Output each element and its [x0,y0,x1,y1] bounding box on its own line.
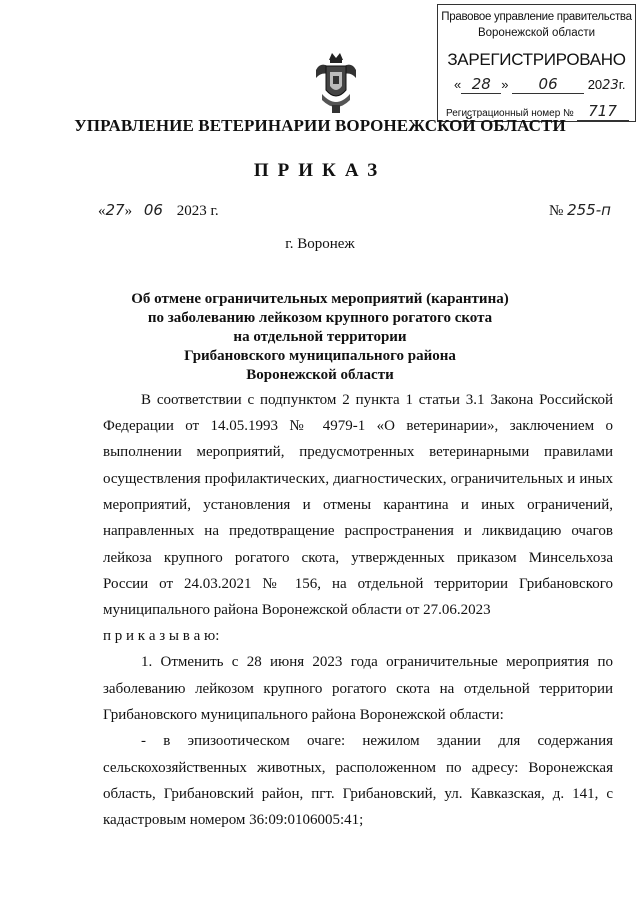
body-line: В соответствии с подпунктом 2 пункта 1 статьи 3.1 Закона Российской [141,392,613,408]
city-line: г. Воронеж [285,236,355,252]
stamp-year-prefix: 20 [587,77,603,92]
order-date: «27» 06 2023 г. [98,201,219,219]
body-line: область, Грибановский район, пгт. Грибановский, ул. Кавказская, д. 141, с [103,786,613,802]
order-verb: п р и к а з ы в а ю: [103,628,220,644]
title-line: Воронежской области [246,367,394,383]
stamp-authority-line2: Воронежской области [477,27,596,39]
order-number-value: 255-п [567,201,611,219]
registration-stamp [437,4,636,122]
body-line: муниципального района Воронежской области от 27.06.2023 [103,602,491,618]
stamp-year-hand: 23 [602,78,619,93]
stamp-month: 06 [512,75,584,94]
body-line: Федерации от 14.05.1993 № 4979-1 «О ветеринарии», заключением о [103,418,613,434]
body-line: лейкоза крупного рогатого скота, утвержденных приказом Минсельхоза [103,550,613,566]
body-line: кадастровым номером 36:09:0106005:41; [103,812,364,828]
stamp-status: ЗАРЕГИСТРИРОВАНО [447,50,626,69]
body-line: - в эпизоотическом очаге: нежилом здании для содержания [141,733,613,749]
order-date-year: 2023 г. [176,203,219,219]
order-date-day: 27 [105,201,125,219]
body-line: сельскохозяйственных животных, расположенном по адресу: Воронежская [103,760,613,776]
coat-of-arms-emblem [312,50,360,116]
stamp-reg-number: 717 [577,102,629,121]
title-line: Грибановского муниципального района [184,348,456,364]
body-line: выполнении мероприятий, предусмотренных ветеринарными правилами [103,444,613,460]
body-line: 1. Отменить с 28 июня 2023 года ограничительные мероприятия по [141,654,613,670]
stamp-reg-label: Регистрационный номер № [446,108,574,119]
document-title [60,290,580,385]
document-type-heading: ПРИКАЗ [253,160,387,181]
organization-title: УПРАВЛЕНИЕ ВЕТЕРИНАРИИ ВОРОНЕЖСКОЙ ОБЛАСТИ [74,116,566,135]
title-line: Об отмене ограничительных мероприятий (карантина) [131,291,509,307]
stamp-year-suffix: г. [618,77,626,92]
body-line: России от 24.03.2021 № 156, на отдельной территории Грибановского [103,576,613,592]
body-line: мероприятий, установления и отмены карантина и иных ограничений, [103,497,613,513]
body-line: заболеванию лейкозом крупного рогатого скота на отдельной территории [103,681,613,697]
stamp-authority-line1: Правовое управление правительства [441,11,632,23]
order-date-month: 06 [143,201,163,219]
order-number [549,201,611,220]
stamp-day: 28 [461,75,501,94]
title-line: на отдельной территории [233,329,407,345]
order-number-label: № [549,203,564,219]
body-line: осуществления профилактических, диагностических, ограничительных и иных [103,471,613,487]
body-line: направленных на предотвращение распространения и ликвидацию очагов [103,523,613,539]
body-line: Грибановского муниципального района Воронежской области: [103,707,504,723]
stamp-date: « 28 » 06 2023г. [454,75,626,93]
title-line: по заболеванию лейкозом крупного рогатого скота [147,310,493,326]
